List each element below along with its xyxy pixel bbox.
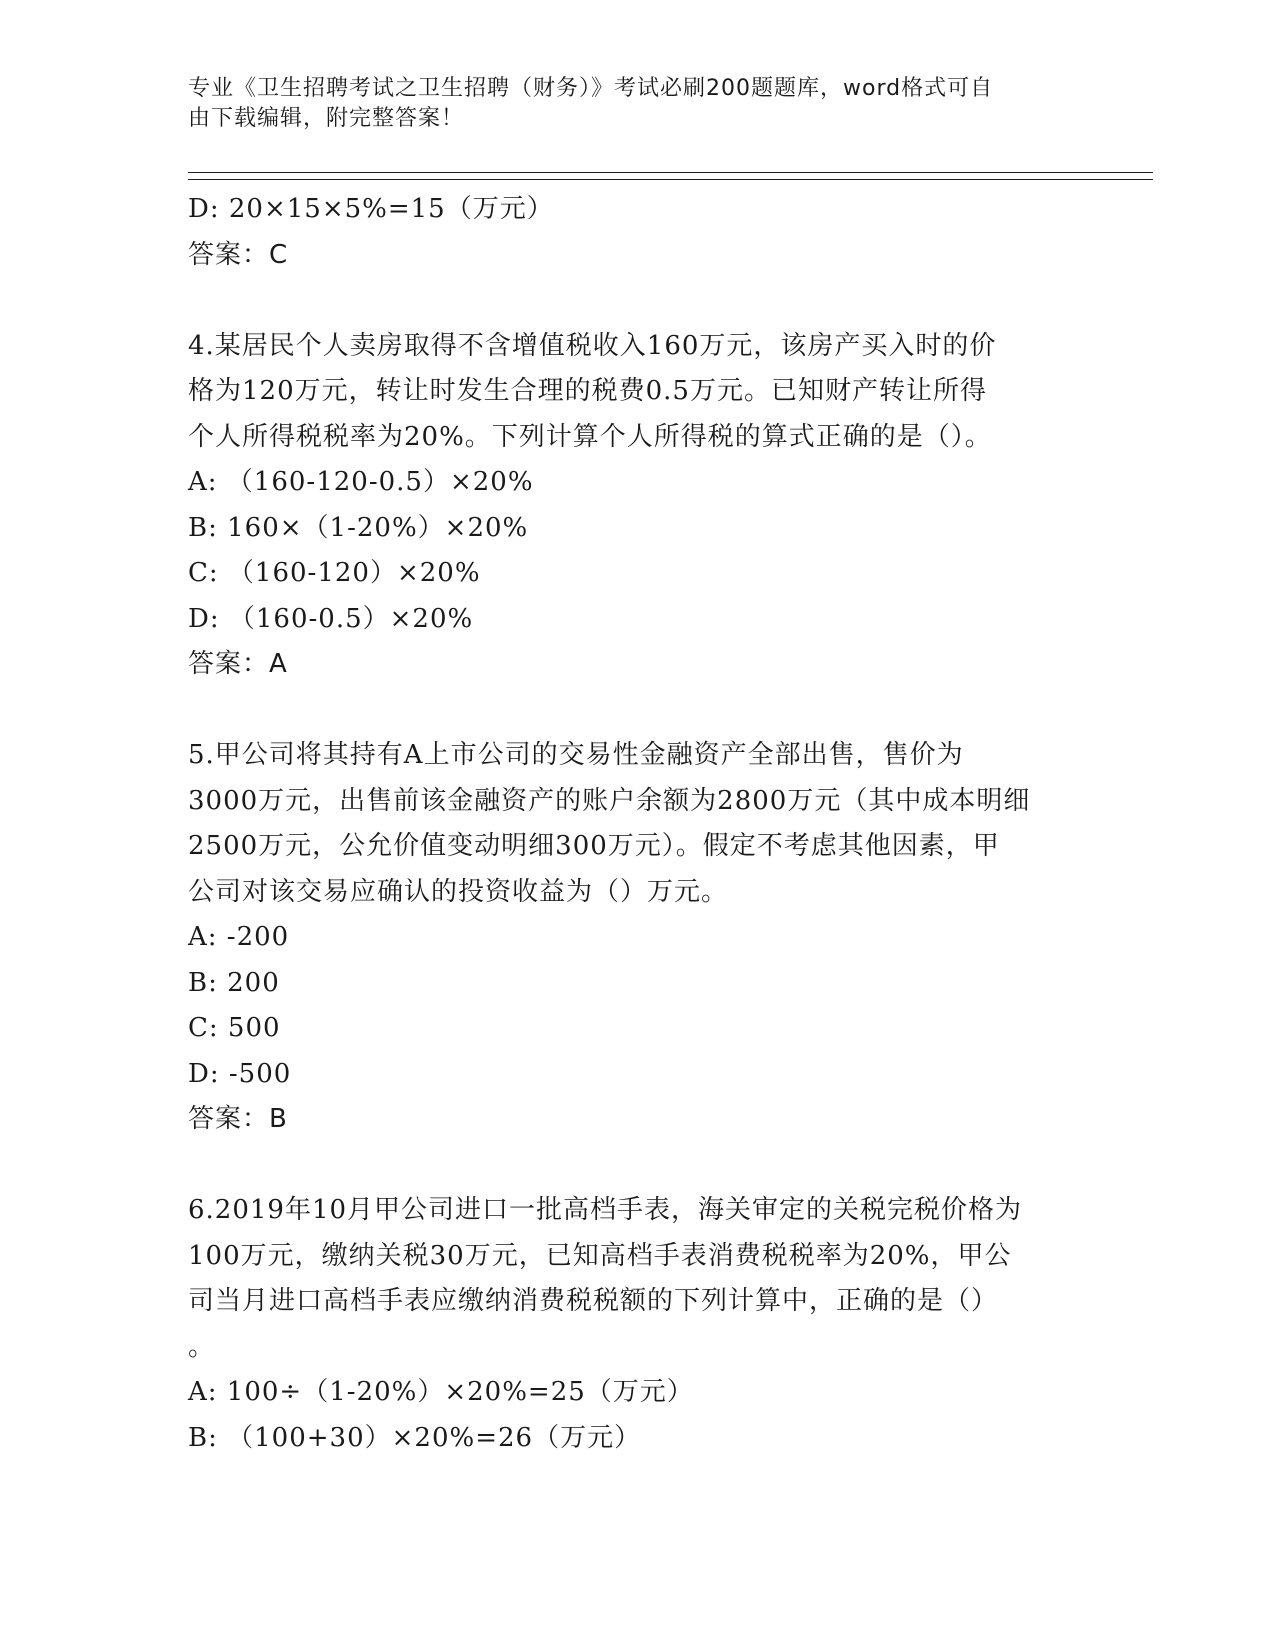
question-5 <box>188 733 1088 1143</box>
q4-option-b: B: 160×（1-20%）×20% <box>188 512 529 543</box>
question-4 <box>188 324 1088 688</box>
q3-answer: 答案：C <box>188 239 289 270</box>
question-content <box>188 187 1088 1461</box>
q5-option-c: C: 500 <box>188 1013 281 1043</box>
q4-stem-line: 格为120万元，转让时发生合理的税费0.5万元。已知财产转让所得 <box>188 376 987 406</box>
q6-stem-line: 司当月进口高档手表应缴纳消费税税额的下列计算中，正确的是（） <box>188 1286 999 1316</box>
q5-option-d: D: -500 <box>188 1058 292 1089</box>
q4-stem-line: 个人所得税税率为20%。下列计算个人所得税的算式正确的是（）。 <box>188 421 992 452</box>
header-title-line-1: 专业《卫生招聘考试之卫生招聘（财务）》考试必刷200题题库，word格式可自 <box>188 76 994 101</box>
header-divider-top <box>188 172 1153 173</box>
q6-option-a: A: 100÷（1-20%）×20%=25（万元） <box>188 1377 694 1407</box>
q6-stem-line: 100万元，缴纳关税30万元，已知高档手表消费税税率为20%，甲公 <box>188 1240 1012 1271</box>
q5-stem-line: 5.甲公司将其持有A上市公司的交易性金融资产全部出售，售价为 <box>188 740 964 770</box>
question-6 <box>188 1188 1088 1461</box>
q6-stem-line: 6.2019年10月甲公司进口一批高档手表，海关审定的关税完税价格为 <box>188 1195 1023 1225</box>
q6-option-b: B: （100+30）×20%=26（万元） <box>188 1422 642 1453</box>
q5-option-a: A: -200 <box>188 922 290 952</box>
spacer <box>188 1143 1088 1189</box>
q5-option-b: B: 200 <box>188 967 280 998</box>
q4-option-c: C: （160-120）×20% <box>188 558 481 588</box>
spacer <box>188 278 1088 324</box>
header-title-line-2: 由下载编辑，附完整答案！ <box>188 106 465 131</box>
page-header <box>188 74 1088 134</box>
q4-option-d: D: （160-0.5）×20% <box>188 603 474 634</box>
q5-answer: 答案：B <box>188 1104 288 1134</box>
spacer <box>188 688 1088 734</box>
q5-stem-line: 2500万元，公允价值变动明细300万元）。假定不考虑其他因素，甲 <box>188 831 1000 861</box>
q4-answer: 答案：A <box>188 649 288 679</box>
q3-option-d: D: 20×15×5%=15（万元） <box>188 194 554 224</box>
q5-stem-line: 3000万元，出售前该金融资产的账户余额为2800万元（其中成本明细 <box>188 785 1031 816</box>
q6-stem-line: 。 <box>188 1331 216 1362</box>
q4-stem-line: 4.某居民个人卖房取得不含增值税收入160万元，该房产买入时的价 <box>188 330 997 361</box>
q5-stem-line: 公司对该交易应确认的投资收益为（）万元。 <box>188 876 729 907</box>
q4-option-a: A: （160-120-0.5）×20% <box>188 467 534 497</box>
header-divider-bottom <box>188 179 1153 180</box>
